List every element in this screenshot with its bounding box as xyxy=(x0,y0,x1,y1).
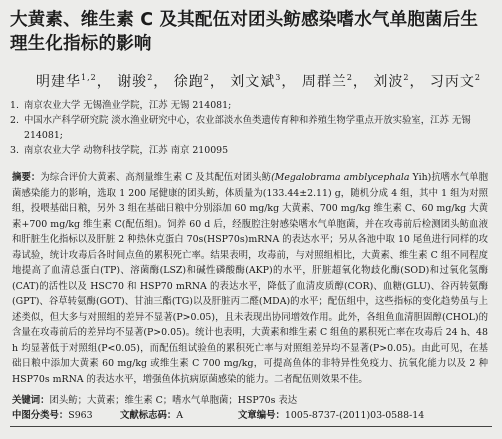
author: 谢骏$^2$， xyxy=(117,73,169,90)
affiliation-list xyxy=(10,98,492,158)
affiliation-item: 1. 南京农业大学 无锡渔业学院，江苏 无锡 214081; xyxy=(10,100,232,111)
abstract-text: Yih)抗嗜水气单胞菌感染能力的影响，选取 1 200 尾健康的团头鲂，体质量为(133.44±2.11) g，随机分成 4 组，其中 1 组为对照组，投喂基础日粮，另外 3 组在基础日粮中分别添加 60 mg/kg 大黄素、700 mg/kg 维生素 C、60 mg/kg 大黄素+700 mg/kg 维生素 C(配伍组)。饲养 60 d 后，经腹腔注射感染嗜水气单胞菌，并在攻毒前后检测团头鲂血液和肝脏生化指标以及肝脏 2 种热休克蛋白 70s(HSP70s)mRNA 的表达水平；另从各池中取 10 尾鱼进行同样的攻毒试验，统计攻毒后各时间点鱼的累积死亡率。结果表明，攻毒前，与对照组相比，大黄素、维生素 C 组不同程度地提高了血清总蛋白(TP)、溶菌酶(LSZ)和碱性磷酸酶(AKP)的水平，肝脏超氧化物歧化酶(SOD)和过氧化氢酶(CAT)的活性以及 HSC70 和 HSP70 mRNA 的表达水平，降低了血清皮质醇(COR)、血糖(GLU)、谷丙转氨酶(GPT)、谷草转氨酶(GOT)、甘油三酯(TG)以及肝脏丙二醛(MDA)的水平；配伍组中，这些指标的变化趋势虽与上述类似，但大多与对照组的差异不显著(P>0.05)，且未表现出协同增效作用。此外，各组鱼血清胆固醇(CHOL)的含量在攻毒前后的差异均不显著(P>0.05)。统计也表明，大黄素和维生素 C 组鱼的累积死亡率在攻毒后 24 h、48 h 均显著低于对照组(P<0.05)，而配伍组试验鱼的累积死亡率与对照组差异均不显著(P>0.05)。由此可见，在基础日粮中添加大黄素 60 mg/kg 或维生素 C 700 mg/kg，可提高鱼体的非特异性免疫力、抗氧化能力以及 2 种 HSP70s mRNA 的表达水平，增强鱼体抗病原菌感染的能力。二者配伍则效果不佳。 xyxy=(12,172,488,385)
abstract-text: 为综合评价大黄素、高剂量维生素 C 及其配伍对团头鲂 xyxy=(40,172,272,183)
abstract xyxy=(10,170,492,387)
document-code: 文献标志码：A xyxy=(120,410,184,421)
article-meta xyxy=(10,408,492,423)
author: 周群兰$^2$， xyxy=(301,73,368,90)
abstract-label: 摘要： xyxy=(12,172,41,183)
author: 习丙文$^2$ xyxy=(429,73,482,90)
author: 刘文斌$^3$， xyxy=(230,73,297,90)
author-list xyxy=(36,68,492,92)
paper-title: 大黄素、维生素 C 及其配伍对团头鲂感染嗜水气单胞菌后生理生化指标的影响 xyxy=(10,10,479,54)
keywords-text: 团头鲂；大黄素；维生素 C；嗜水气单胞菌；HSP70s 表达 xyxy=(49,395,298,406)
keywords xyxy=(10,393,492,408)
affiliation-continuation: 214081; xyxy=(24,130,63,141)
author: 刘波$^2$， xyxy=(373,73,425,90)
species-name: (Megalobrama amblycephala xyxy=(271,172,410,183)
affiliation-item: 3. 南京农业大学 动物科技学院，江苏 南京 210095 xyxy=(10,145,229,156)
keywords-label: 关键词： xyxy=(12,395,50,406)
clc-number: 中图分类号：S963 xyxy=(12,410,93,421)
author: 徐跑$^2$， xyxy=(173,73,225,90)
affiliation-item: 2. 中国水产科学研究院 淡水渔业研究中心，农业部淡水鱼类遗传育种和养殖生物学重点开放实验室，江苏 无锡 xyxy=(10,115,471,126)
author: 明建华$^{1,2}$， xyxy=(36,73,112,90)
article-number: 文章编号：1005-8737-(2011)03-0588-14 xyxy=(238,410,425,421)
footer-divider xyxy=(10,426,492,427)
